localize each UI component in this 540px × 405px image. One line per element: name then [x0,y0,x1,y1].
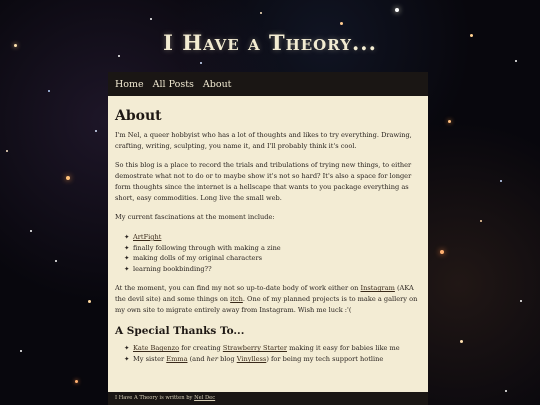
list-item [124,264,420,275]
star [520,300,522,302]
star [55,260,57,262]
nav-all-posts-link[interactable]: All Posts [152,78,194,90]
star [395,8,399,12]
text-fragment: . One of my planned projects is to make a gallery on my own site to migrate entirely away from Instagram. Wish me luck :'( [115,295,418,314]
kate-bagenzo-link[interactable]: Kate Bagenzo [133,344,180,353]
about-content [108,96,428,392]
star [88,300,91,303]
list-item [124,232,420,243]
site-footer [108,392,428,405]
sparkle-bullet-icon: ✦ [124,243,130,252]
star [150,18,152,20]
sparkle-bullet-icon: ✦ [124,344,130,353]
nav-about-link[interactable]: About [202,78,232,90]
text-fragment: My sister [133,355,167,363]
footer-author-link[interactable]: Nel Dec [194,395,216,401]
thanks-heading: A Special Thanks To... [115,325,245,338]
work-paragraph [115,283,420,315]
star [480,220,482,222]
list-item [124,343,420,354]
star [200,62,202,64]
star [440,250,444,254]
text-fragment: ) for being my tech support hotline [266,355,384,363]
text-fragment: blog [217,355,237,363]
star [66,176,70,180]
intro-paragraph: I'm Nel, a queer hobbyist who has a lot of thoughts and likes to try everything. Drawing, crafting, writing, sculpting, you name it, and I'll probably think it's cool. [115,131,412,150]
list-item [124,253,420,264]
list-item-text: learning bookbinding?? [133,264,212,273]
text-fragment: making it easy for babies like me [286,344,400,353]
sparkle-bullet-icon: ✦ [124,264,130,273]
main-nav [108,72,428,96]
nav-home-link[interactable]: Home [115,78,144,90]
star [340,22,343,25]
star [515,60,517,62]
list-item [124,354,420,365]
star [75,380,78,383]
star [500,180,502,182]
star [505,390,507,392]
star [30,230,32,232]
star [260,12,262,14]
strawberry-starter-link[interactable]: Strawberry Starter [222,344,287,353]
artfight-link[interactable]: ArtFight [133,232,162,241]
itch-link[interactable]: itch [230,295,243,303]
text-fragment: for creating [179,344,223,353]
vinylless-link[interactable]: Vinylless [236,355,267,363]
fascinations-list [115,232,420,274]
page-title: About [115,108,162,124]
star [6,150,8,152]
sparkle-bullet-icon: ✦ [124,232,130,241]
text-fragment: (and [187,355,207,363]
sparkle-bullet-icon: ✦ [124,254,130,263]
list-item-text: making dolls of my original characters [133,254,262,263]
instagram-link[interactable]: Instagram [360,284,395,293]
text-fragment: At the moment, you can find my not so up-to-date body of work either on [115,284,361,293]
star [118,55,120,57]
site-title: I Have a Theory... [163,30,377,55]
list-item [124,243,420,254]
emphasis-text: her [206,355,218,363]
star [95,130,97,132]
star [448,120,451,123]
emma-link[interactable]: Emma [166,355,188,363]
purpose-paragraph: So this blog is a place to record the trials and tribulations of trying new things, to either demostrate what not to do or to maybe show it's not so hard? It's also a space for longer form thoughts since the internet is a hellscape that wants to you package everything as short, easy commodities. Long live the small web. [115,161,412,202]
list-item-text: finally following through with making a zine [133,243,281,252]
text-fragment: (AKA the devil site) and some things on [115,284,414,303]
star [460,340,463,343]
fascinations-intro: My current fascinations at the moment include: [115,213,275,222]
sparkle-bullet-icon: ✦ [124,355,130,363]
footer-text: I Have A Theory is written by [115,395,195,401]
star [48,90,50,92]
star [20,350,22,352]
thanks-list [115,343,420,364]
